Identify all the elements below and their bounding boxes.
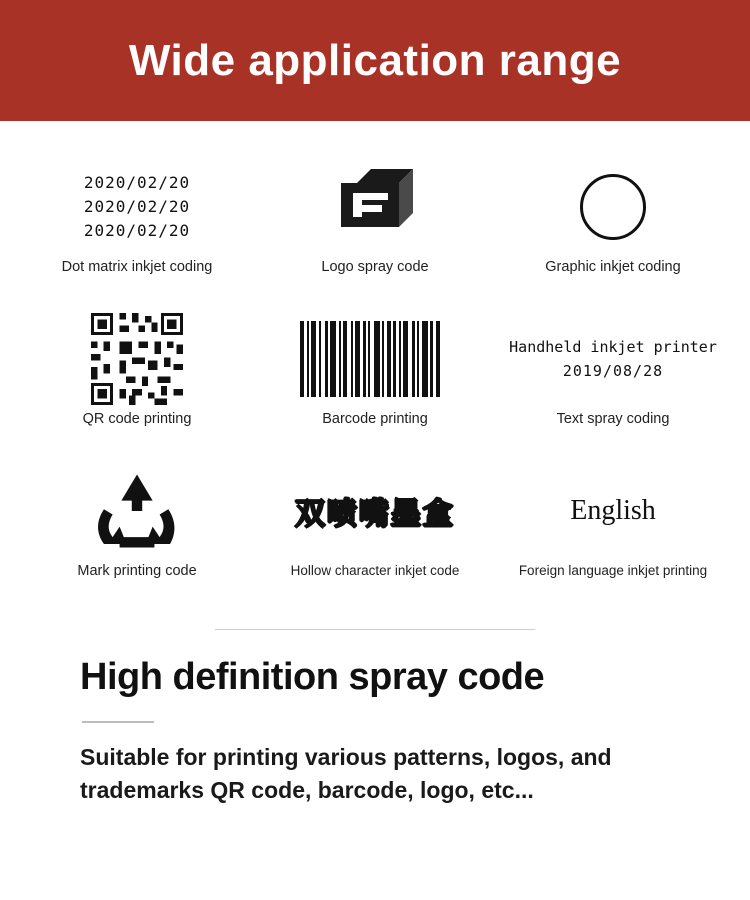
feature-cell-mark (18, 461, 256, 613)
feature-caption: Graphic inkjet coding (545, 259, 681, 275)
headline-rule (82, 721, 154, 723)
recycle-svg (93, 471, 181, 551)
feature-caption: Barcode printing (322, 411, 428, 427)
circle-outline-icon (494, 157, 732, 257)
feature-caption: Logo spray code (321, 259, 429, 275)
feature-cell-logo-spray (256, 157, 494, 309)
hollow-characters-text: 双喷嘴墨盒 (295, 497, 455, 532)
text-lines-icon (494, 309, 732, 409)
feature-caption: Hollow character inkjet code (290, 563, 460, 578)
barcode-bars (300, 321, 450, 397)
feature-grid (0, 121, 750, 613)
page-banner (0, 0, 750, 121)
text-line-1: Handheld inkjet printer (509, 338, 717, 356)
feature-caption: Mark printing code (77, 563, 197, 579)
date-line-2: 2020/02/20 (83, 197, 191, 216)
section-subtext: Suitable for printing various patterns, logos, and trademarks QR code, barcode, logo, etc... (80, 744, 612, 803)
section-divider (215, 629, 535, 630)
feature-cell-foreign-language (494, 461, 732, 613)
logo-blocks-icon (256, 157, 494, 257)
hollow-characters-icon (256, 461, 494, 561)
feature-cell-dot-matrix (18, 157, 256, 309)
feature-caption: Foreign language inkjet printing (518, 563, 708, 578)
barcode-icon (256, 309, 494, 409)
text-line-2: 2019/08/28 (562, 362, 664, 380)
qr-code-svg (91, 313, 183, 405)
feature-caption: Dot matrix inkjet coding (61, 259, 213, 275)
feature-cell-barcode (256, 309, 494, 461)
english-word-text: English (570, 495, 656, 526)
date-line-1: 2020/02/20 (83, 173, 191, 192)
bottom-section (0, 630, 750, 806)
feature-caption: Text spray coding (556, 411, 670, 427)
section-headline: High definition spray code (80, 656, 545, 698)
feature-cell-qr (18, 309, 256, 461)
logo-blocks-svg (327, 167, 423, 247)
qr-code-icon (18, 309, 256, 409)
english-word-icon (494, 461, 732, 561)
date-lines-icon (18, 157, 256, 257)
feature-caption: QR code printing (82, 411, 192, 427)
feature-cell-hollow (256, 461, 494, 613)
feature-cell-graphic (494, 157, 732, 309)
date-line-3: 2020/02/20 (83, 221, 191, 240)
banner-title: Wide application range (128, 35, 622, 85)
feature-cell-text-spray (494, 309, 732, 461)
recycle-icon (18, 461, 256, 561)
